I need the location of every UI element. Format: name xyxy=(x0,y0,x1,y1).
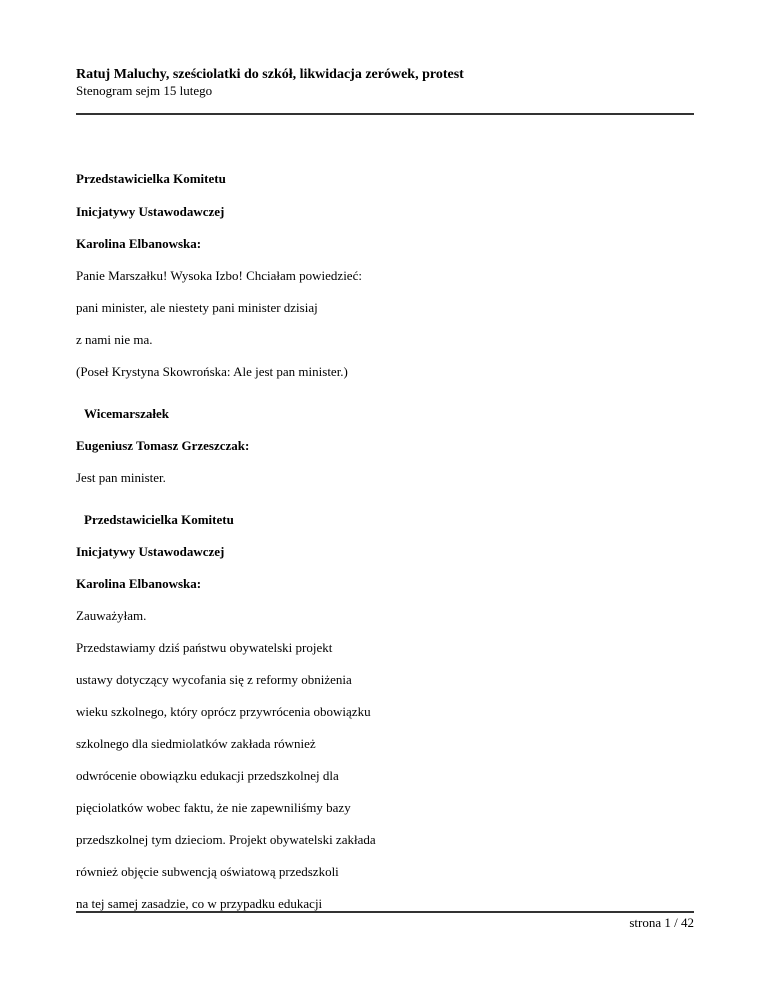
transcript-line: Przedstawiamy dziś państwu obywatelski projekt xyxy=(76,640,333,655)
transcript-line: Jest pan minister. xyxy=(76,470,166,485)
transcript-line: Przedstawicielka Komitetu xyxy=(84,512,234,527)
transcript-line: wieku szkolnego, który oprócz przywrócenia obowiązku xyxy=(76,704,371,719)
transcript-line: pięciolatków wobec faktu, że nie zapewniliśmy bazy xyxy=(76,800,351,815)
transcript-line: Panie Marszałku! Wysoka Izbo! Chciałam powiedzieć: xyxy=(76,268,362,283)
transcript-line: również objęcie subwencją oświatową przedszkoli xyxy=(76,864,339,879)
transcript-line: przedszkolnej tym dzieciom. Projekt obywatelski zakłada xyxy=(76,832,376,847)
transcript-line: Inicjatywy Ustawodawczej xyxy=(76,204,225,219)
transcript-line: Eugeniusz Tomasz Grzeszczak: xyxy=(76,438,250,453)
transcript-line: Inicjatywy Ustawodawczej xyxy=(76,544,225,559)
footer-divider xyxy=(76,911,694,913)
transcript-line: (Poseł Krystyna Skowrońska: Ale jest pan minister.) xyxy=(76,364,348,379)
transcript-line: Przedstawicielka Komitetu xyxy=(76,171,226,186)
transcript-line: Karolina Elbanowska: xyxy=(76,236,202,251)
transcript-line: z nami nie ma. xyxy=(76,332,153,347)
header-divider xyxy=(76,113,694,115)
transcript-line: odwrócenie obowiązku edukacji przedszkolnej dla xyxy=(76,768,339,783)
transcript-line: Wicemarszałek xyxy=(84,406,169,421)
page-number: strona 1 / 42 xyxy=(629,915,694,930)
document-title: Ratuj Maluchy, sześciolatki do szkół, likwidacja zerówek, protest xyxy=(76,67,464,82)
transcript-line: pani minister, ale niestety pani minister dzisiaj xyxy=(76,300,318,315)
transcript-line: szkolnego dla siedmiolatków zakłada również xyxy=(76,736,316,751)
transcript-line: Zauważyłam. xyxy=(76,608,147,623)
transcript-line: ustawy dotyczący wycofania się z reformy obniżenia xyxy=(76,672,352,687)
transcript-line: Karolina Elbanowska: xyxy=(76,576,202,591)
document-header xyxy=(76,66,696,99)
document-subtitle: Stenogram sejm 15 lutego xyxy=(76,83,213,98)
transcript-line: na tej samej zasadzie, co w przypadku edukacji xyxy=(76,896,323,911)
